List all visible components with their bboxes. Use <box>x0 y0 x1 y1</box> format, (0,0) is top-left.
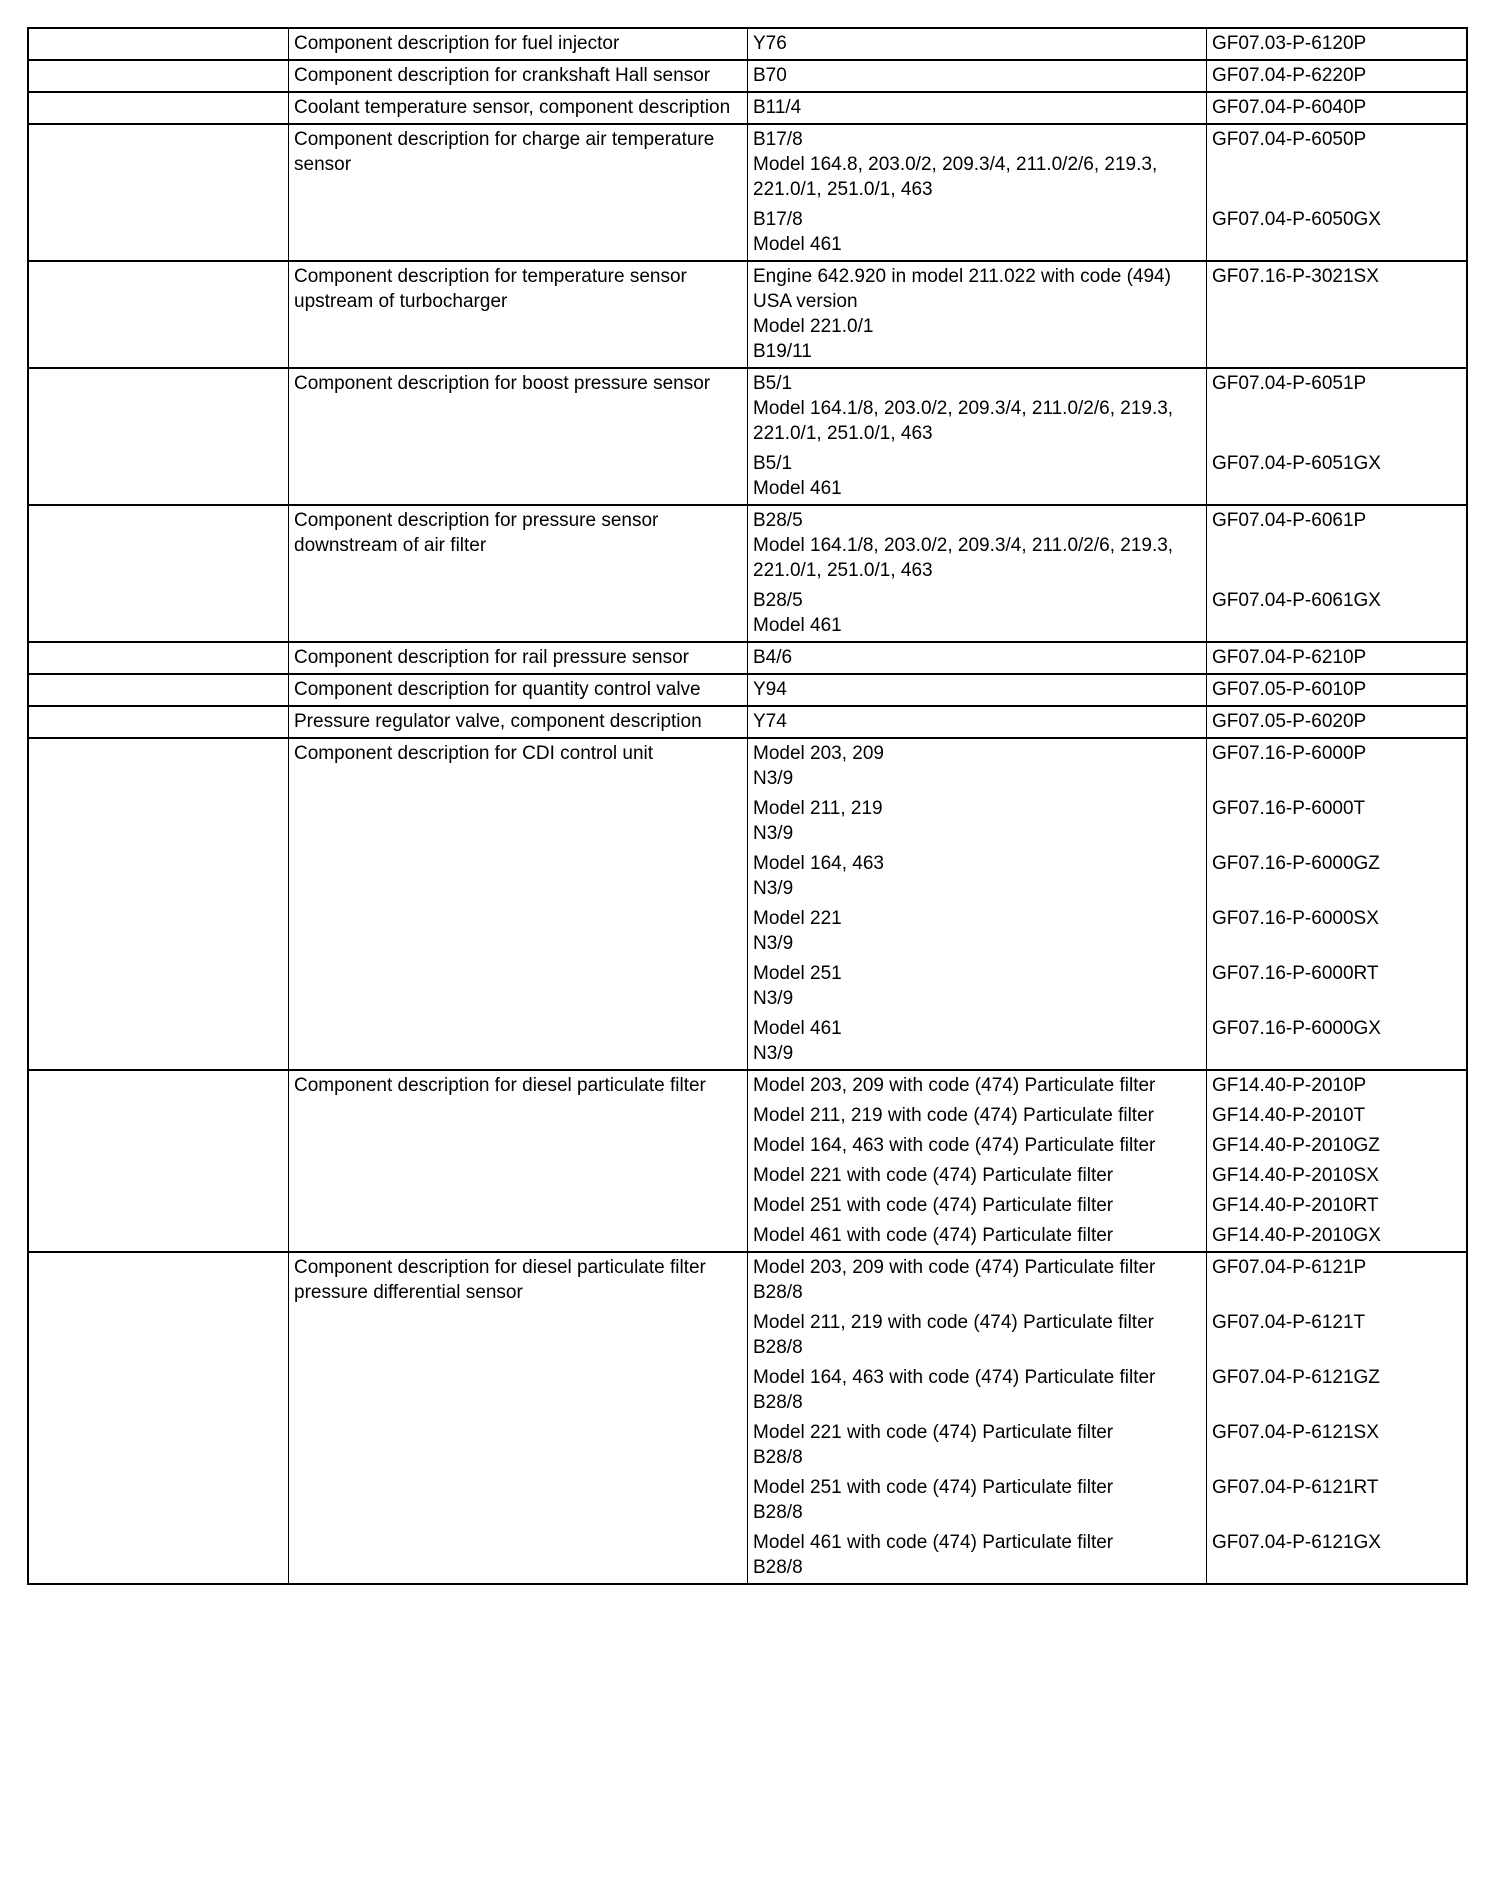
document-reference: GF07.04-P-6050P <box>1206 125 1466 205</box>
document-reference: GF07.04-P-6051P <box>1206 369 1466 449</box>
entry-row <box>747 1418 1466 1473</box>
designation-line: B17/8 <box>753 209 803 230</box>
model-designation-cell <box>747 643 1206 673</box>
model-designation-cell <box>747 1014 1206 1069</box>
entry-row <box>747 205 1466 260</box>
designation-line: Y76 <box>753 33 787 54</box>
designation-line: Model 164.8, 203.0/2, 209.3/4, 211.0/2/6, 219.3, 221.0/1, 251.0/1, 463 <box>753 154 1163 200</box>
designation-line: Model 164.1/8, 203.0/2, 209.3/4, 211.0/2/6, 219.3, 221.0/1, 251.0/1, 463 <box>753 535 1179 581</box>
document-reference: GF07.04-P-6121RT <box>1206 1473 1466 1528</box>
designation-line: B19/11 <box>753 341 812 362</box>
table-row <box>29 59 1466 91</box>
entry-row <box>747 586 1466 641</box>
document-reference: GF07.05-P-6010P <box>1206 675 1466 705</box>
designation-line: Model 461 <box>753 1018 842 1039</box>
document-reference: GF07.16-P-6000T <box>1206 794 1466 849</box>
entries-group <box>747 262 1466 367</box>
table-row <box>29 123 1466 260</box>
entry-row <box>747 1473 1466 1528</box>
model-designation-cell <box>747 1418 1206 1473</box>
model-designation-cell <box>747 794 1206 849</box>
empty-cell <box>29 61 288 91</box>
designation-line: N3/9 <box>753 878 794 899</box>
model-designation-cell <box>747 61 1206 91</box>
model-designation-cell <box>747 1528 1206 1583</box>
designation-line: B17/8 <box>753 129 803 150</box>
document-reference: GF07.04-P-6121GZ <box>1206 1363 1466 1418</box>
entries-group <box>747 707 1466 737</box>
document-reference: GF07.04-P-6061GX <box>1206 586 1466 641</box>
empty-cell <box>29 29 288 59</box>
empty-cell <box>29 707 288 737</box>
model-designation-cell <box>747 707 1206 737</box>
model-designation-cell <box>747 959 1206 1014</box>
designation-line: Model 221 <box>753 908 842 929</box>
designation-line: N3/9 <box>753 1043 794 1064</box>
designation-line: Model 164.1/8, 203.0/2, 209.3/4, 211.0/2/6, 219.3, 221.0/1, 251.0/1, 463 <box>753 398 1179 444</box>
document-reference: GF07.16-P-3021SX <box>1206 262 1466 367</box>
designation-line: B70 <box>753 65 787 86</box>
designation-line: Y74 <box>753 711 787 732</box>
model-designation-cell <box>747 739 1206 794</box>
designation-line: Model 461 with code (474) Particulate filter <box>753 1532 1114 1553</box>
model-designation-cell <box>747 1221 1206 1251</box>
entries-group <box>747 675 1466 705</box>
component-description: Component description for diesel particulate filter <box>288 1071 747 1251</box>
designation-line: B28/8 <box>753 1337 803 1358</box>
designation-line: Model 164, 463 with code (474) Particulate filter <box>753 1367 1156 1388</box>
component-description: Component description for boost pressure sensor <box>288 369 747 504</box>
entry-row <box>747 1253 1466 1308</box>
entry-row <box>747 675 1466 705</box>
entry-row <box>747 29 1466 59</box>
model-designation-cell <box>747 1308 1206 1363</box>
designation-line: Model 164, 463 with code (474) Particulate filter <box>753 1135 1156 1156</box>
document-reference: GF14.40-P-2010P <box>1206 1071 1466 1101</box>
entry-row <box>747 1014 1466 1069</box>
empty-cell <box>29 643 288 673</box>
document-reference: GF07.04-P-6210P <box>1206 643 1466 673</box>
component-description: Component description for temperature sensor upstream of turbocharger <box>288 262 747 367</box>
designation-line: B28/8 <box>753 1282 803 1303</box>
component-description: Component description for quantity control valve <box>288 675 747 705</box>
table-row <box>29 705 1466 737</box>
designation-line: Model 251 with code (474) Particulate filter <box>753 1477 1114 1498</box>
entries-group <box>747 29 1466 59</box>
table-row <box>29 504 1466 641</box>
empty-cell <box>29 125 288 260</box>
designation-line: B4/6 <box>753 647 793 668</box>
designation-line: B28/8 <box>753 1557 803 1578</box>
designation-line: N3/9 <box>753 823 794 844</box>
entry-row <box>747 1221 1466 1251</box>
entry-row <box>747 93 1466 123</box>
entries-group <box>747 1253 1466 1583</box>
model-designation-cell <box>747 1363 1206 1418</box>
entry-row <box>747 449 1466 504</box>
entry-row <box>747 1363 1466 1418</box>
empty-cell <box>29 739 288 1069</box>
document-reference: GF07.04-P-6220P <box>1206 61 1466 91</box>
component-description: Pressure regulator valve, component description <box>288 707 747 737</box>
designation-line: Model 203, 209 with code (474) Particulate filter <box>753 1257 1156 1278</box>
designation-line: Model 211, 219 <box>753 798 883 819</box>
model-designation-cell <box>747 449 1206 504</box>
designation-line: N3/9 <box>753 988 794 1009</box>
designation-line: B28/8 <box>753 1502 803 1523</box>
designation-line: Model 211, 219 with code (474) Particulate filter <box>753 1105 1154 1126</box>
entries-group <box>747 739 1466 1069</box>
empty-cell <box>29 369 288 504</box>
model-designation-cell <box>747 1161 1206 1191</box>
entry-row <box>747 1308 1466 1363</box>
model-designation-cell <box>747 29 1206 59</box>
model-designation-cell <box>747 1473 1206 1528</box>
model-designation-cell <box>747 1253 1206 1308</box>
empty-cell <box>29 675 288 705</box>
model-designation-cell <box>747 849 1206 904</box>
designation-line: Model 164, 463 <box>753 853 884 874</box>
designation-line: Model 211, 219 with code (474) Particulate filter <box>753 1312 1154 1333</box>
document-reference: GF07.16-P-6000SX <box>1206 904 1466 959</box>
entries-group <box>747 125 1466 260</box>
designation-line: Model 251 <box>753 963 842 984</box>
entry-row <box>747 959 1466 1014</box>
entry-row <box>747 1191 1466 1221</box>
entry-row <box>747 849 1466 904</box>
designation-line: B28/5 <box>753 510 803 531</box>
designation-line: B5/1 <box>753 453 793 474</box>
designation-line: Model 221 with code (474) Particulate filter <box>753 1165 1114 1186</box>
entry-row <box>747 1071 1466 1101</box>
document-reference: GF07.16-P-6000RT <box>1206 959 1466 1014</box>
entry-row <box>747 904 1466 959</box>
entries-group <box>747 643 1466 673</box>
table-row <box>29 673 1466 705</box>
entries-group <box>747 61 1466 91</box>
designation-line: B28/5 <box>753 590 803 611</box>
model-designation-cell <box>747 93 1206 123</box>
document-reference: GF07.04-P-6040P <box>1206 93 1466 123</box>
entry-row <box>747 1161 1466 1191</box>
component-description: Component description for pressure sensor downstream of air filter <box>288 506 747 641</box>
component-description: Coolant temperature sensor, component description <box>288 93 747 123</box>
document-reference: GF14.40-P-2010GZ <box>1206 1131 1466 1161</box>
entry-row <box>747 125 1466 205</box>
designation-line: Model 221.0/1 <box>753 316 874 337</box>
empty-cell <box>29 1071 288 1251</box>
designation-line: Model 203, 209 <box>753 743 884 764</box>
model-designation-cell <box>747 1071 1206 1101</box>
document-reference: GF14.40-P-2010GX <box>1206 1221 1466 1251</box>
designation-line: Model 461 <box>753 615 842 636</box>
component-description: Component description for charge air temperature sensor <box>288 125 747 260</box>
model-designation-cell <box>747 262 1206 367</box>
entry-row <box>747 707 1466 737</box>
designation-line: Model 461 with code (474) Particulate filter <box>753 1225 1114 1246</box>
entry-row <box>747 61 1466 91</box>
designation-line: Model 461 <box>753 478 842 499</box>
table-row <box>29 737 1466 1069</box>
entry-row <box>747 1528 1466 1583</box>
document-reference: GF07.04-P-6051GX <box>1206 449 1466 504</box>
empty-cell <box>29 262 288 367</box>
designation-line: B5/1 <box>753 373 793 394</box>
document-reference: GF07.04-P-6121P <box>1206 1253 1466 1308</box>
entry-row <box>747 1131 1466 1161</box>
entries-group <box>747 369 1466 504</box>
model-designation-cell <box>747 125 1206 205</box>
document-reference: GF07.04-P-6050GX <box>1206 205 1466 260</box>
document-reference: GF07.04-P-6121SX <box>1206 1418 1466 1473</box>
document-reference: GF14.40-P-2010T <box>1206 1101 1466 1131</box>
designation-line: N3/9 <box>753 933 794 954</box>
document-reference: GF07.05-P-6020P <box>1206 707 1466 737</box>
designation-line: Engine 642.920 in model 211.022 with code (494) USA version <box>753 266 1177 312</box>
model-designation-cell <box>747 1101 1206 1131</box>
document-reference: GF07.04-P-6061P <box>1206 506 1466 586</box>
designation-line: Model 203, 209 with code (474) Particulate filter <box>753 1075 1156 1096</box>
designation-line: Model 221 with code (474) Particulate filter <box>753 1422 1114 1443</box>
empty-cell <box>29 93 288 123</box>
designation-line: B28/8 <box>753 1392 803 1413</box>
empty-cell <box>29 1253 288 1583</box>
designation-line: Model 461 <box>753 234 842 255</box>
document-reference: GF07.04-P-6121T <box>1206 1308 1466 1363</box>
document-reference: GF07.03-P-6120P <box>1206 29 1466 59</box>
model-designation-cell <box>747 675 1206 705</box>
entry-row <box>747 739 1466 794</box>
model-designation-cell <box>747 904 1206 959</box>
entries-group <box>747 93 1466 123</box>
entry-row <box>747 1101 1466 1131</box>
designation-line: Model 251 with code (474) Particulate filter <box>753 1195 1114 1216</box>
entry-row <box>747 643 1466 673</box>
model-designation-cell <box>747 369 1206 449</box>
table-row <box>29 1251 1466 1583</box>
table-row <box>29 1069 1466 1251</box>
component-description: Component description for rail pressure sensor <box>288 643 747 673</box>
model-designation-cell <box>747 506 1206 586</box>
document-reference: GF07.16-P-6000GZ <box>1206 849 1466 904</box>
entries-group <box>747 1071 1466 1251</box>
model-designation-cell <box>747 1191 1206 1221</box>
component-description: Component description for diesel particulate filter pressure differential sensor <box>288 1253 747 1583</box>
empty-cell <box>29 506 288 641</box>
entries-group <box>747 506 1466 641</box>
designation-line: B28/8 <box>753 1447 803 1468</box>
model-designation-cell <box>747 205 1206 260</box>
entry-row <box>747 506 1466 586</box>
designation-line: B11/4 <box>753 97 802 118</box>
table-row <box>29 91 1466 123</box>
model-designation-cell <box>747 586 1206 641</box>
component-description: Component description for CDI control unit <box>288 739 747 1069</box>
document-reference: GF07.04-P-6121GX <box>1206 1528 1466 1583</box>
table-row <box>29 29 1466 59</box>
document-reference: GF07.16-P-6000P <box>1206 739 1466 794</box>
entry-row <box>747 794 1466 849</box>
document-reference: GF14.40-P-2010SX <box>1206 1161 1466 1191</box>
component-description: Component description for fuel injector <box>288 29 747 59</box>
table-row <box>29 367 1466 504</box>
entry-row <box>747 262 1466 367</box>
designation-line: Y94 <box>753 679 787 700</box>
document-reference: GF07.16-P-6000GX <box>1206 1014 1466 1069</box>
component-description: Component description for crankshaft Hall sensor <box>288 61 747 91</box>
designation-line: N3/9 <box>753 768 794 789</box>
table-row <box>29 260 1466 367</box>
table-row <box>29 641 1466 673</box>
document-reference: GF14.40-P-2010RT <box>1206 1191 1466 1221</box>
model-designation-cell <box>747 1131 1206 1161</box>
component-reference-table <box>27 27 1468 1585</box>
entry-row <box>747 369 1466 449</box>
